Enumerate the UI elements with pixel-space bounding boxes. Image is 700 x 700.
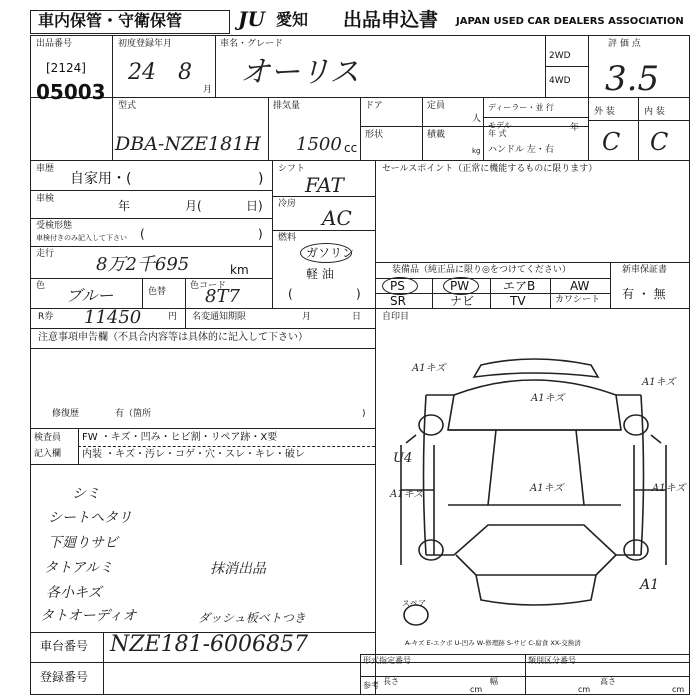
exterior-label: 外 装 xyxy=(594,107,615,117)
history-close: ) xyxy=(258,171,264,187)
model-value: DBA-NZE181H xyxy=(115,133,261,155)
name-change-label: 名変通知期限 xyxy=(192,312,247,322)
name-change-day: 日 xyxy=(352,312,362,322)
exterior-grade: C xyxy=(602,128,621,156)
warranty-label: 新車保証書 xyxy=(622,265,668,275)
width-cm: cm xyxy=(578,685,591,694)
lot-code: [2124] xyxy=(46,61,86,75)
model-year-label: モデル 年 式 xyxy=(488,121,512,138)
spare-label: スペア xyxy=(402,599,426,608)
color-value: ブルー xyxy=(66,286,114,305)
length-cm: cm xyxy=(470,685,483,694)
first-reg-year: 24 xyxy=(128,60,156,85)
equip-pw: PW xyxy=(450,279,470,293)
displacement-value: 1500 xyxy=(296,134,342,155)
reception-label: 受検形態 xyxy=(36,221,73,231)
equip-airbag: エアB xyxy=(503,279,536,293)
damage-mark-6: A1キズ xyxy=(652,483,686,494)
damage-mark-4: A1キズ xyxy=(390,489,424,500)
side-mark-u4: U4 xyxy=(393,451,413,466)
load-label: 積載 xyxy=(427,130,446,140)
hw-note-6: タトオーディオ xyxy=(40,608,137,624)
reception-open: ( xyxy=(140,227,145,241)
fuel-gasoline: ガソリン xyxy=(306,246,355,260)
diagram-legend: A-キズ E-エクボ U-凹み W-修理跡 S-サビ C-腐食 XX-交換済 xyxy=(405,639,581,647)
color-label: 色 xyxy=(36,281,46,291)
equip-tv: TV xyxy=(510,294,526,308)
drive-2wd: 2WD xyxy=(549,51,571,61)
interior-label: 内 装 xyxy=(644,107,665,117)
inspector-label: 検査員 xyxy=(34,433,62,443)
association-name: JAPAN USED CAR DEALERS ASSOCIATION xyxy=(456,16,684,27)
type-spec-label: 形式指定番号 xyxy=(363,656,411,665)
history-label: 車歴 xyxy=(36,164,55,174)
registration-label: 登録番号 xyxy=(40,670,89,684)
fuel-label: 燃料 xyxy=(278,233,297,243)
equipment-label: 装備品（純正品に限り◎をつけてください） xyxy=(392,265,571,275)
color-change-label: 色替 xyxy=(148,287,167,297)
repair-history-label: 修復歴 xyxy=(52,409,80,419)
capacity-label: 定員 xyxy=(427,101,446,111)
warranty-value: 有 ・ 無 xyxy=(622,287,666,301)
hw-note-5: 各小キズ xyxy=(46,585,102,601)
interior-grade: C xyxy=(650,128,669,156)
ps-circle xyxy=(382,277,418,295)
fuel-close: ) xyxy=(356,287,361,301)
reception-close: ) xyxy=(258,227,263,241)
mileage-value: 8万2千695 xyxy=(96,254,190,275)
hw-extra-1: 抹消出品 xyxy=(210,561,266,577)
dealer-label: ディーラー・並 行 xyxy=(488,103,554,112)
mileage-label: 走行 xyxy=(36,249,55,259)
hw-note-4: タトアルミ xyxy=(44,560,114,576)
aichi-label: 愛知 xyxy=(276,10,309,29)
equip-aw: AW xyxy=(570,279,590,293)
repair-history-close: ) xyxy=(362,409,366,419)
handle-label: ハンドル 左・右 xyxy=(488,145,554,155)
hw-note-3: 下廻りサビ xyxy=(48,535,118,551)
damage-mark-5: A1キズ xyxy=(530,483,564,494)
score-value: 3.5 xyxy=(605,59,660,99)
shift-label: シフト xyxy=(278,164,306,174)
fuel-diesel: 軽 油 xyxy=(306,267,334,281)
inspector-entry-label: 記入欄 xyxy=(34,449,62,459)
first-reg-month-suffix: 月 xyxy=(203,85,213,95)
ac-value: AC xyxy=(322,206,352,230)
inspection-label: 車検 xyxy=(36,194,55,204)
chassis-label: 車台番号 xyxy=(40,639,89,653)
hw-note-2: シートヘタリ xyxy=(48,510,132,526)
left-title: 車内保管・守衛保管 xyxy=(38,11,183,30)
inspector-line2: 内装 ・キズ・汚レ・コゲ・穴・スレ・キレ・破レ xyxy=(82,449,305,460)
ac-label: 冷房 xyxy=(278,199,297,209)
form-title: 出品申込書 xyxy=(343,9,439,31)
year-unit: 年 xyxy=(570,123,580,133)
inspection-year: 年 xyxy=(118,199,131,213)
doors-label: ドア xyxy=(365,101,383,111)
inspector-line1: FW ・キズ・凹み・ヒビ割・リペア跡・X要 xyxy=(82,432,278,443)
sales-point-label: セールスポイント（正常に機能するものに限ります） xyxy=(382,164,598,174)
car-name-label: 車名・グレード xyxy=(220,39,284,49)
height-cm: cm xyxy=(672,685,685,694)
reception-note: 車検付きのみ記入して下さい xyxy=(36,234,127,242)
lot-number: 05003 xyxy=(36,80,106,104)
color-code-value: 8T7 xyxy=(205,286,240,307)
equip-leather-seat: カワシート xyxy=(555,295,601,305)
first-reg-month: 8 xyxy=(178,60,192,85)
fuel-open: ( xyxy=(288,287,293,301)
first-reg-label: 初度登録年月 xyxy=(118,39,173,49)
damage-mark-1: A1キズ xyxy=(412,363,446,374)
chassis-value: NZE181-6006857 xyxy=(110,632,308,657)
displacement-label: 排気量 xyxy=(273,101,301,111)
model-label: 型式 xyxy=(118,101,137,111)
kg-unit: kg xyxy=(472,147,481,155)
drive-4wd: 4WD xyxy=(549,76,571,86)
recycle-label: R券 xyxy=(38,312,54,322)
mileage-unit: km xyxy=(230,263,249,277)
name-change-month: 月 xyxy=(302,312,312,322)
damage-mark-3: A1キズ xyxy=(531,393,565,404)
diagram-label: 自印目 xyxy=(382,312,410,322)
inspection-day: 日) xyxy=(246,199,263,213)
width-label: 幅 xyxy=(490,677,498,686)
car-name: オーリス xyxy=(240,55,360,90)
score-label: 評 価 点 xyxy=(608,39,641,49)
inspection-month: 月( xyxy=(185,199,202,213)
height-label: 高さ xyxy=(600,677,616,686)
repair-history-value: 有（箇所 xyxy=(115,409,152,419)
class-label: 類別区分番号 xyxy=(528,656,576,665)
length-label: 長さ xyxy=(383,677,399,686)
damage-mark-7: A1 xyxy=(640,577,660,593)
history-value: 自家用・( xyxy=(70,171,132,187)
recycle-unit: 円 xyxy=(168,312,178,322)
shape-label: 形状 xyxy=(365,130,384,140)
cc-unit: cc xyxy=(344,141,358,155)
capacity-unit: 人 xyxy=(472,114,482,124)
lot-number-label: 出品番号 xyxy=(36,39,73,49)
damage-mark-2: A1キズ xyxy=(642,377,676,388)
shift-value: FAT xyxy=(305,173,344,197)
color-code-label: 色コード xyxy=(190,281,227,291)
hw-extra-2: ダッシュ板ベトつき xyxy=(198,611,306,625)
pw-circle xyxy=(443,277,479,295)
ref-label: 参考 xyxy=(363,681,379,690)
equip-navi: ナビ xyxy=(450,294,475,308)
ju-logo: JU xyxy=(238,7,265,31)
equip-ps: PS xyxy=(390,279,405,293)
equip-sr: SR xyxy=(390,294,406,308)
notes-label: 注意事項申告欄（不具合内容等は具体的に記入して下さい） xyxy=(38,332,308,343)
hw-note-1: シミ xyxy=(72,486,100,502)
recycle-value: 11450 xyxy=(84,307,142,328)
